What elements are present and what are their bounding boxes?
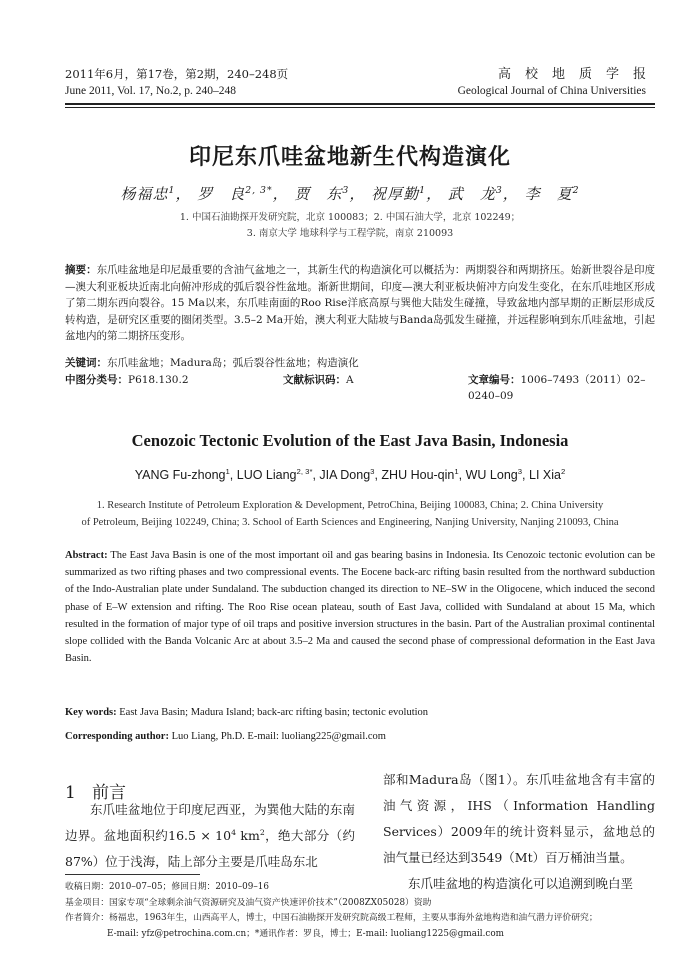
header-rule-thick <box>65 103 655 105</box>
abstract-label-en: Abstract: <box>65 550 108 561</box>
author-sup: 2, 3* <box>296 466 313 476</box>
section-title: 前言 <box>92 783 127 803</box>
journal-name <box>457 66 660 100</box>
body-paragraph: 东爪哇盆地的构造演化可以追溯到晚白垩 <box>408 876 634 891</box>
author-cn: 杨福忠 <box>120 185 169 203</box>
footnote-received: 收稿日期：2010–07–05；修回日期：2010–09–16 <box>65 882 269 892</box>
abstract-cn <box>65 262 655 345</box>
journal-citation <box>65 66 288 100</box>
body-column-left <box>65 797 355 875</box>
author-sup: 3 <box>495 185 503 196</box>
body-paragraph: 部和Madura岛（图1）。东爪哇盆地含有丰富的油气资源，IHS（Information Handling Services）2009年的统计资料显示，盆地总的油气量已经达到3549（Mt）百万桶油当量。 <box>383 772 655 865</box>
keywords-en <box>65 707 655 718</box>
author-sup: 1 <box>225 466 230 476</box>
clc-number: 中图分类号：P618.130.2 <box>65 374 189 386</box>
author-cn: 贾 东 <box>294 185 343 203</box>
body-column-right <box>383 767 655 897</box>
citation-en: June 2011, Vol. 17, No.2, p. 240–248 <box>65 85 237 97</box>
corresponding-text: Luo Liang, Ph.D. E-mail: luoliang225@gmail.com <box>171 731 386 742</box>
abstract-text-en: The East Java Basin is one of the most important oil and gas bearing basins in Indonesia. Its Cenozoic tectonic evolution can be summarized as two rifting phases and two compressional events. The Eocene back-arc rifting basin resulted from the northward subduction of the Indo-Australian plate under Sundaland. The subduction changed its direction to NE–SW in the Oligocene, which induced the second phase of E–W extension and rifting. The Roo Rise ocean plateau, south of East Java, collided with Sundaland at about 15 Ma, which resulted in the formation of major type of oil traps and positive inversion structures in the basin. Part of the Australian proximal continental slope collided with the Banda Volcanic Arc at about 3.5–2 Ma and caused the second phase of compressional deformation in the East Java Basin. <box>65 550 656 665</box>
author-cn: 武 龙 <box>447 185 496 203</box>
affiliation-line: of Petroleum, Beijing 102249, China; 3. School of Earth Sciences and Engineering, Nanjing University, Nanjing 210093, China <box>81 517 619 528</box>
citation-cn: 2011年6月，第17卷，第2期，240–248页 <box>65 67 289 81</box>
keywords-cn <box>65 355 655 371</box>
keywords-label-cn: 关键词： <box>65 357 107 369</box>
keywords-label-en: Key words: <box>65 707 117 718</box>
author-sup: 2, 3* <box>245 185 273 196</box>
journal-name-cn: 高校地质学报 <box>497 67 660 82</box>
author-cn: 李 夏 <box>524 185 573 203</box>
author-en: ZHU Hou-qin <box>381 468 455 482</box>
affiliation-line: 3. 南京大学 地球科学与工程学院，南京 210093 <box>246 228 454 239</box>
section-number: 1 <box>65 783 76 803</box>
footnote-author-email: E-mail: yfz@petrochina.com.cn；*通讯作者：罗良，博士；E-mail: luoliang1225@gmail.com <box>107 928 504 939</box>
footnotes <box>65 880 665 942</box>
author-sup: 3 <box>517 466 523 476</box>
document-code: 文献标识码：A <box>283 374 354 386</box>
affiliations-en <box>40 497 660 531</box>
footnote-rule <box>65 874 200 875</box>
affiliation-line: 1. 中国石油勘探开发研究院，北京 100083；2. 中国石油大学，北京 102249； <box>179 212 521 223</box>
author-sup: 1 <box>419 185 427 196</box>
author-sup: 1 <box>168 185 176 196</box>
article-number: 文章编号：1006–7493（2011）02–0240–09 <box>468 374 646 402</box>
footnote-funding: 基金项目：国家专项“全球剩余油气资源研究及油气资产快速评价技术”（2008ZX05028）资助 <box>65 897 432 908</box>
author-en: YANG Fu-zhong <box>134 468 226 482</box>
body-paragraph: 东爪哇盆地位于印度尼西亚，为巽他大陆的东南边界。盆地面积约$16.5 \times 10^4$ $km^2$，绝大部分（约87%）位于浅海，陆上部分主要是爪哇岛东北 <box>65 802 355 869</box>
abstract-text-cn: 东爪哇盆地是印尼最重要的含油气盆地之一，其新生代的构造演化可以概括为：两期裂谷和两期挤压。始新世裂谷是印度—澳大利亚板块近南北向俯冲形成的弧后裂谷性盆地。渐新世期间，印度—澳大利亚板块俯冲方向发生变化，在东爪哇地区形成了第二期东西向裂谷。15 Ma以来，东爪哇南面的Roo Rise洋底高原与巽他大陆发生碰撞，导致盆地内部早期的正断层形成反转构造，是研究区重要的圈闭类型。3.5–2 Ma开始，澳大利亚大陆坡与Banda岛弧发生碰撞，并远程影响到东爪哇盆地，引起盆地内的第二期挤压变形。 <box>65 264 655 342</box>
affiliation-line: 1. Research Institute of Petroleum Exploration & Development, PetroChina, Beijing 100083, China; 2. China University <box>96 500 604 511</box>
abstract-en <box>65 547 655 667</box>
author-en: WU Long <box>465 468 518 482</box>
footnote-author-info: 作者简介：杨福忠，1963年生，山西高平人，博士，中国石油勘探开发研究院高级工程师，主要从事海外盆地构造和油气潜力评价研究； <box>65 913 598 923</box>
author-list-en: YANG Fu-zhong$^1$, LUO Liang$^{2, 3*}$, JIA Dong$^3$, ZHU Hou-qin$^1$, WU Long$^3$, LI Xia$^2$ <box>134 466 566 482</box>
author-sup: 3 <box>370 466 375 476</box>
affiliations-cn <box>0 210 700 242</box>
author-sup: 2 <box>572 185 580 196</box>
corresponding-label: Corresponding author: <box>65 731 169 742</box>
author-sup: 3 <box>342 185 350 196</box>
author-cn: 祝厚勤 <box>371 185 420 203</box>
author-sup: 2 <box>560 466 566 476</box>
keywords-text-en: East Java Basin; Madura Island; back-arc rifting basin; tectonic evolution <box>119 707 429 718</box>
author-cn: 罗 良 <box>197 185 246 203</box>
author-en: JIA Dong <box>319 468 371 482</box>
author-sup: 1 <box>454 466 459 476</box>
keywords-text-cn: 东爪哇盆地；Madura岛；弧后裂谷性盆地；构造演化 <box>107 357 359 369</box>
header-rule-thin <box>65 107 655 108</box>
abstract-label-cn: 摘要： <box>65 264 97 276</box>
author-en: LI Xia <box>529 468 561 482</box>
journal-name-en: Geological Journal of China Universities <box>457 85 646 97</box>
paper-title-en: Cenozoic Tectonic Evolution of the East Java Basin, Indonesia <box>131 431 569 450</box>
paper-title-cn: 印尼东爪哇盆地新生代构造演化 <box>188 144 511 169</box>
author-list-cn: 杨福忠$^1$， 罗 良$^{2, 3*}$， 贾 东$^3$， 祝厚勤$^1$， 武 龙$^3$， 李 夏$^2$ <box>120 185 580 203</box>
author-en: LUO Liang <box>236 468 297 482</box>
corresponding-author-en <box>65 731 655 742</box>
